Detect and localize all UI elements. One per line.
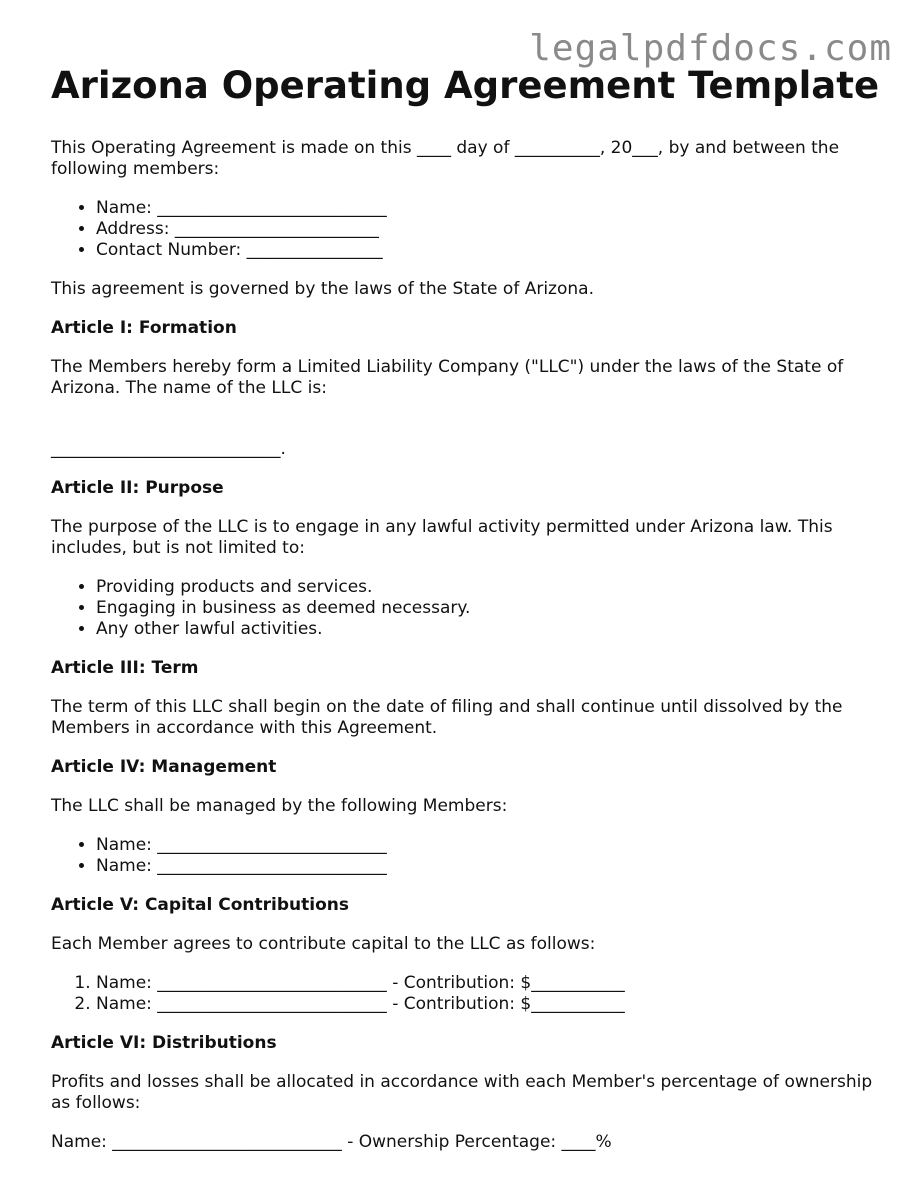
list-item: 2. Name: ___________________________ - Contribution: $___________: [96, 994, 881, 1015]
article-4-heading: Article IV: Management: [51, 757, 277, 777]
ownership-line: Name: ___________________________ - Ownership Percentage: ____%: [51, 1132, 612, 1152]
member-address-field: • Address: ________________________: [96, 219, 881, 240]
article-3-heading: Article III: Term: [51, 658, 199, 678]
contributions-list: [51, 973, 881, 1015]
members-list: [51, 198, 881, 261]
purpose-list: [51, 577, 881, 640]
article-6-heading: Article VI: Distributions: [51, 1033, 277, 1053]
member-contact-field: • Contact Number: ________________: [96, 240, 881, 261]
article-2-heading: Article II: Purpose: [51, 478, 224, 498]
article-1-text: The Members hereby form a Limited Liability Company ("LLC") under the laws of the State of Arizona. The name of the LLC is:: [51, 357, 844, 398]
governing-law-paragraph: This agreement is governed by the laws of the State of Arizona.: [51, 279, 594, 299]
document-page: [51, 64, 881, 1171]
page-title: Arizona Operating Agreement Template: [51, 64, 880, 107]
list-item: • Name: ___________________________: [96, 835, 881, 856]
list-item: 1. Name: ___________________________ - Contribution: $___________: [96, 973, 881, 994]
watermark: legalpdfdocs.com: [529, 28, 892, 69]
member-name-field: • Name: ___________________________: [96, 198, 881, 219]
list-item: • Any other lawful activities.: [96, 619, 881, 640]
list-item: • Providing products and services.: [96, 577, 881, 598]
article-5-heading: Article V: Capital Contributions: [51, 895, 349, 915]
article-6-text: Profits and losses shall be allocated in accordance with each Member's percentage of ownership as follows:: [51, 1072, 873, 1113]
llc-name-blank: ___________________________.: [51, 439, 286, 459]
article-4-text: The LLC shall be managed by the following Members:: [51, 796, 508, 816]
article-3-text: The term of this LLC shall begin on the date of filing and shall continue until dissolved by the Members in accordance with this Agreement.: [51, 697, 843, 738]
list-item: • Engaging in business as deemed necessary.: [96, 598, 881, 619]
article-5-text: Each Member agrees to contribute capital to the LLC as follows:: [51, 934, 596, 954]
article-1-heading: Article I: Formation: [51, 318, 237, 338]
list-item: • Name: ___________________________: [96, 856, 881, 877]
article-2-text: The purpose of the LLC is to engage in any lawful activity permitted under Arizona law. This includes, but is not limited to:: [51, 517, 833, 558]
intro-paragraph: This Operating Agreement is made on this ____ day of __________, 20___, by and between the following members:: [51, 138, 840, 179]
managers-list: [51, 835, 881, 877]
